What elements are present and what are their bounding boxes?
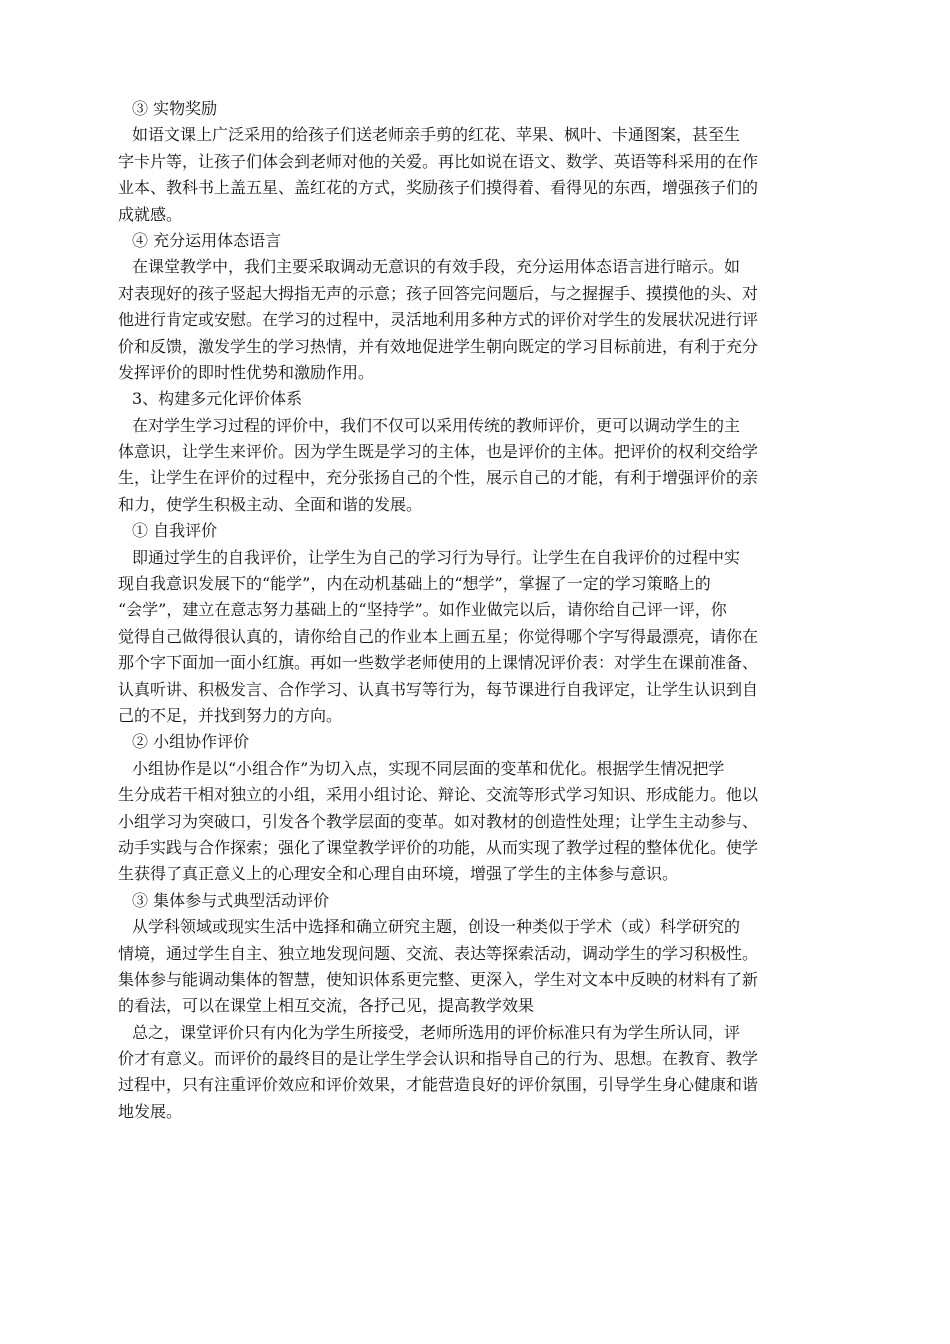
paragraph-first-line: 在对学生学习过程的评价中，我们不仅可以采用传统的教师评价，更可以调动学生的主 bbox=[132, 415, 741, 435]
section-heading: 3、构建多元化评价体系 bbox=[132, 389, 303, 409]
paragraph-line: 生获得了真正意义上的心理安全和心理自由环境，增强了学生的主体参与意识。 bbox=[118, 864, 679, 884]
paragraph-line: 那个字下面加一面小红旗。再如一些数学老师使用的上课情况评价表：对学生在课前准备、 bbox=[118, 653, 759, 673]
paragraph-line: 情境，通过学生自主、独立地发现问题、交流、表达等探索活动，调动学生的学习积极性。 bbox=[118, 943, 759, 963]
paragraph-line: 地发展。 bbox=[118, 1101, 183, 1121]
paragraph-line: 生分成若干相对独立的小组，采用小组讨论、辩论、交流等形式学习知识、形成能力。他以 bbox=[118, 785, 759, 805]
section-heading: ③ 集体参与式典型活动评价 bbox=[132, 890, 330, 910]
paragraph-line: 发挥评价的即时性优势和激励作用。 bbox=[118, 362, 375, 382]
paragraph-line: 和力，使学生积极主动、全面和谐的发展。 bbox=[118, 494, 423, 514]
section-heading: ③ 实物奖励 bbox=[132, 99, 218, 118]
paragraph-line: 动手实践与合作探索；强化了课堂教学评价的功能，从而实现了教学过程的整体优化。使学 bbox=[118, 837, 759, 857]
paragraph-line: “会学”，建立在意志努力基础上的“坚持学”。如作业做完以后，请你给自己评一评，你 bbox=[118, 600, 727, 620]
paragraph-line: 认真听讲、积极发言、合作学习、认真书写等行为，每节课进行自我评定，让学生认识到自 bbox=[118, 679, 759, 699]
document-page bbox=[118, 96, 862, 1125]
section-heading: ② 小组协作评价 bbox=[132, 732, 250, 752]
paragraph-line: 生，让学生在评价的过程中，充分张扬自己的个性，展示自己的才能，有利于增强评价的亲 bbox=[118, 468, 759, 488]
paragraph-first-line: 总之，课堂评价只有内化为学生所接受，老师所选用的评价标准只有为学生所认同，评 bbox=[132, 1022, 741, 1042]
paragraph-line: 价和反馈，激发学生的学习热情，并有效地促进学生朝向既定的学习目标前进，有利于充分 bbox=[118, 336, 759, 356]
section-heading: ① 自我评价 bbox=[132, 521, 218, 541]
paragraph-first-line: 从学科领域或现实生活中选择和确立研究主题，创设一种类似于学术（或）科学研究的 bbox=[132, 917, 741, 937]
paragraph-first-line: 如语文课上广泛采用的给孩子们送老师亲手剪的红花、苹果、枫叶、卡通图案，甚至生 bbox=[132, 125, 741, 145]
paragraph-line: 己的不足，并找到努力的方向。 bbox=[118, 705, 343, 725]
paragraph-first-line: 小组协作是以“小组合作”为切入点，实现不同层面的变革和优化。根据学生情况把学 bbox=[132, 758, 725, 778]
paragraph-line: 他进行肯定或安慰。在学习的过程中，灵活地利用多种方式的评价对学生的发展状况进行评 bbox=[118, 310, 759, 330]
paragraph-line: 现自我意识发展下的“能学”，内在动机基础上的“想学”，掌握了一定的学习策略上的 bbox=[118, 574, 711, 594]
paragraph-line: 过程中，只有注重评价效应和评价效果，才能营造良好的评价氛围，引导学生身心健康和谐 bbox=[118, 1075, 759, 1095]
paragraph-line: 小组学习为突破口，引发各个教学层面的变革。如对教材的创造性处理；让学生主动参与、 bbox=[118, 811, 759, 831]
paragraph-line: 业本、教科书上盖五星、盖红花的方式，奖励孩子们摸得着、看得见的东西，增强孩子们的 bbox=[118, 178, 759, 198]
paragraph-line: 成就感。 bbox=[118, 204, 183, 224]
paragraph-line: 字卡片等，让孩子们体会到老师对他的关爱。再比如说在语文、数学、英语等科采用的在作 bbox=[118, 151, 759, 171]
paragraph-line: 集体参与能调动集体的智慧，使知识体系更完整、更深入，学生对文本中反映的材料有了新 bbox=[118, 969, 759, 989]
paragraph-line: 价才有意义。而评价的最终目的是让学生学会认识和指导自己的行为、思想。在教育、教学 bbox=[118, 1049, 759, 1069]
paragraph-line: 体意识，让学生来评价。因为学生既是学习的主体，也是评价的主体。把评价的权利交给学 bbox=[118, 442, 759, 462]
paragraph-line: 对表现好的孩子竖起大拇指无声的示意；孩子回答完问题后，与之握握手、摸摸他的头、对 bbox=[118, 283, 759, 303]
paragraph-line: 觉得自己做得很认真的，请你给自己的作业本上画五星；你觉得哪个字写得最漂亮，请你在 bbox=[118, 626, 759, 646]
section-heading: ④ 充分运用体态语言 bbox=[132, 230, 282, 250]
paragraph-line: 的看法，可以在课堂上相互交流，各抒己见，提高教学效果 bbox=[118, 996, 535, 1016]
paragraph-first-line: 在课堂教学中，我们主要采取调动无意识的有效手段，充分运用体态语言进行暗示。如 bbox=[132, 257, 741, 277]
paragraph-first-line: 即通过学生的自我评价，让学生为自己的学习行为导行。让学生在自我评价的过程中实 bbox=[132, 547, 741, 567]
